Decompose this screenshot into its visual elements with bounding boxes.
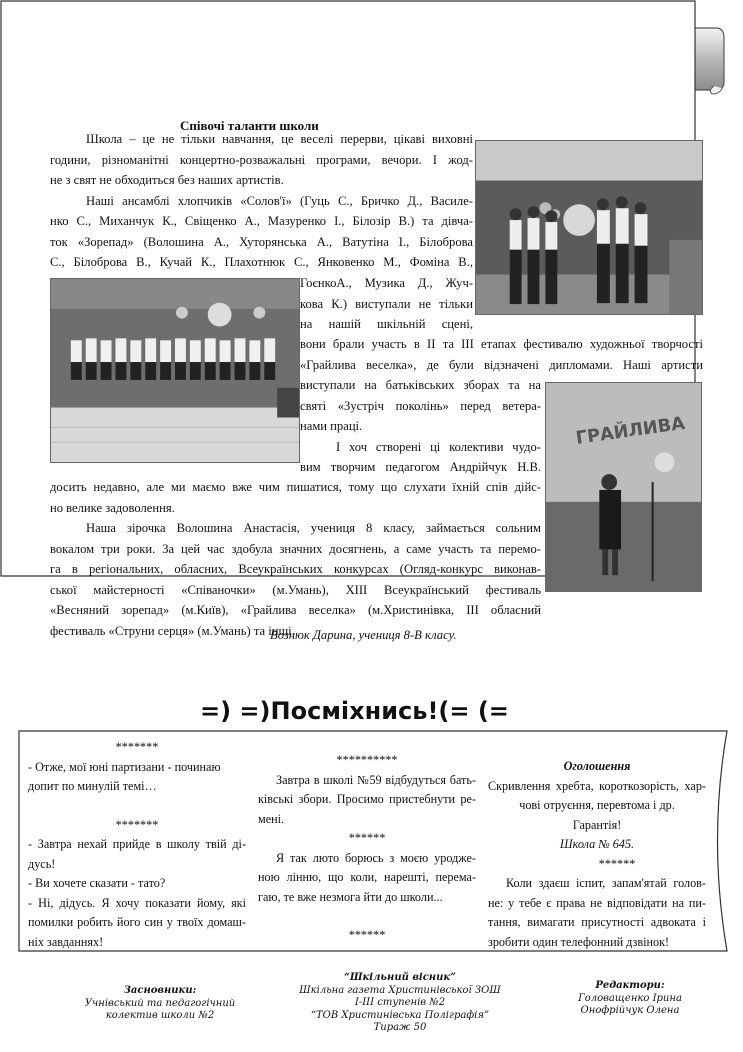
footer-line: колектив школи №2 xyxy=(105,1010,215,1021)
article-line: не з свят не обходиться без наших артистів. xyxy=(50,173,284,187)
smile-heading: =) =)Посміхнись!(= (= xyxy=(200,697,509,725)
announcement-heading: Оголошення xyxy=(563,759,631,773)
article-line: Наша зірочка Волошина Анастасія, учениця 8 класу, займається сольним xyxy=(86,521,541,535)
boys-ensemble-photo xyxy=(475,140,703,315)
article-line: нко С., Миханчук К., Свіщенко А., Мазуренко І., Білозір В.) та дівча- xyxy=(50,214,473,228)
article-paragraph-block-5 xyxy=(50,477,541,641)
article-paragraph-block-1 xyxy=(50,129,473,273)
article-paragraph-block-2 xyxy=(300,273,473,335)
article-line: Наші ансамблі хлопчиків «Солов'ї» (Гуць С., Бричко Д., Василе- xyxy=(86,193,473,208)
article-line: вокалом три роки. За цей час здобула значних досягнень, а саме участь та перемо- xyxy=(50,541,541,556)
stars-separator: ****** xyxy=(348,831,386,845)
jokes-column-3 xyxy=(488,757,706,952)
article-line: ток «Зорепад» (Волошина А., Хуторянська А., Ватутіна І., Білоброва xyxy=(50,234,473,249)
joke-line: Коли здаєш іспит, запам'ятай голов- xyxy=(506,876,706,890)
article-signature: Вознюк Дарина, учениця 8-В класу. xyxy=(270,628,457,642)
joke-line: ніх завданнях! xyxy=(28,934,104,949)
footer-founders xyxy=(60,985,260,1023)
article-line: вони брали участь в ІІ та ІІІ етапах фестивалю художньої творчості xyxy=(300,337,703,351)
joke-line: помилки робить його син у твоїх домаш- xyxy=(28,915,246,929)
article-line: ської майстерності «Співаночки» (м.Умань), ХІІІ Всеукраїнський фестиваль xyxy=(50,582,541,597)
joke-line: ною лінню, що коли, нарешті, перема- xyxy=(258,870,476,884)
footer-heading: Редактори: xyxy=(595,980,665,991)
footer-line: Шкільна газета Христинівської ЗОШ xyxy=(299,984,501,996)
footer-line: Учнівський та педагогічний xyxy=(84,997,236,1009)
joke-line: чові отруєння, перевтома і др. xyxy=(519,798,675,812)
article-line: Школа – це не тільки навчання, це веселі перерви, цікаві виховні xyxy=(86,132,473,146)
joke-line: Я так люто борюсь з моєю уродже- xyxy=(276,850,476,865)
article-line: га в регіональних, обласних, Всеукраїнських конкурсах (Огляд-конкурс виконав- xyxy=(50,562,541,576)
article-line: І хоч створені ці колективи чудо- xyxy=(336,439,541,454)
article-line: ГоєнкоА., Музика Д., Жуч- xyxy=(300,276,473,290)
footer-line: “ТОВ Христинівська Поліграфія” xyxy=(310,1009,490,1021)
joke-line: Скривлення хребта, короткозорість, хар- xyxy=(488,778,706,793)
article-line: святі «Зустріч поколінь» перед ветера- xyxy=(300,398,541,413)
stars-separator: ****** xyxy=(348,928,386,942)
article-line: вим творчим педагогом Андрійчук Н.В. xyxy=(300,460,541,474)
footer-line: Головащенко Ірина xyxy=(578,992,682,1004)
footer-heading: “Шкільний вісник” xyxy=(344,972,456,983)
joke-line: - Завтра нехай прийде в школу твій ді- xyxy=(28,837,246,851)
joke-line: дусь! xyxy=(28,856,56,871)
jokes-column-1 xyxy=(28,738,246,952)
article-line: С., Білоброва В., Кучай К., Плахотнюк С., Янковенко М., Фоміна В., xyxy=(50,255,473,269)
footer-heading: Засновники: xyxy=(123,985,197,996)
joke-line: Гарантія! xyxy=(572,817,622,832)
svg-text:ГРАЙЛИВА: ГРАЙЛИВА xyxy=(574,412,687,450)
article-line: виступали на батьківських зборах та на xyxy=(300,378,541,392)
joke-line: - Отже, мої юні партизани - починаю xyxy=(28,759,221,774)
joke-line: мені. xyxy=(258,811,285,826)
jokes-column-2 xyxy=(258,751,476,946)
article-title: Співочі таланти школи xyxy=(180,118,319,133)
stars-separator: ******* xyxy=(115,817,159,832)
joke-line: - Ні, дідусь. Я хочу показати йому, які xyxy=(28,895,246,910)
joke-line: тання, вимагати присутності адвоката і xyxy=(488,915,706,929)
article-line: кова К.) виступали не тільки xyxy=(300,296,473,311)
girls-ensemble-photo xyxy=(50,278,300,463)
article-line: «Грайлива веселка», де були відзначені дипломами. Наші артисти xyxy=(300,357,703,372)
joke-line: не: у тебе є права не відповідати на пи- xyxy=(488,895,706,910)
article-line: на нашій шкільній сцені, xyxy=(300,317,473,331)
joke-line: - Ви хочете сказати - тато? xyxy=(28,876,166,890)
footer-line: Онофрійчук Олена xyxy=(580,1005,680,1016)
article-paragraph-block-3 xyxy=(300,334,703,375)
stars-separator: ********** xyxy=(336,753,398,767)
footer-line: Тираж 50 xyxy=(373,1022,427,1033)
article-line: досить недавно, але ми маємо вже чим пишатися, тому що слухати їхній спів дійс- xyxy=(50,480,541,494)
stars-separator: ******* xyxy=(115,740,159,754)
joke-line: ківські збори. Просимо пристебнути ре- xyxy=(258,792,476,806)
article-line: нами праці. xyxy=(300,419,363,433)
footer-editors xyxy=(540,980,720,1018)
joke-line: гаю, те вже незмога йти до школи... xyxy=(258,889,443,904)
footer-line: І-ІІІ ступенів №2 xyxy=(354,997,446,1008)
joke-line: допит по минулій темі… xyxy=(28,779,157,793)
article-line: но велике задоволення. xyxy=(50,500,175,515)
joke-line: Завтра в школі №59 відбудуться бать- xyxy=(276,772,476,787)
school-signature: Школа № 645. xyxy=(559,837,635,851)
article-paragraph-block-4 xyxy=(300,375,541,478)
article-line: «Весняний зорепад» (м.Київ), «Грайлива веселка» (м.Христинівка, ІІІ обласний xyxy=(50,603,541,617)
footer-center xyxy=(290,972,510,1035)
soloist-photo xyxy=(545,382,702,592)
joke-line: зробити один телефонний дзвінок! xyxy=(488,934,670,949)
article-line: фестиваль «Струни серця» (м.Умань) та інші. xyxy=(50,623,295,638)
stars-separator: ****** xyxy=(598,856,636,871)
article-line: години, різноманітні концертно-розважальні програми, вечори. І жод- xyxy=(50,152,473,167)
